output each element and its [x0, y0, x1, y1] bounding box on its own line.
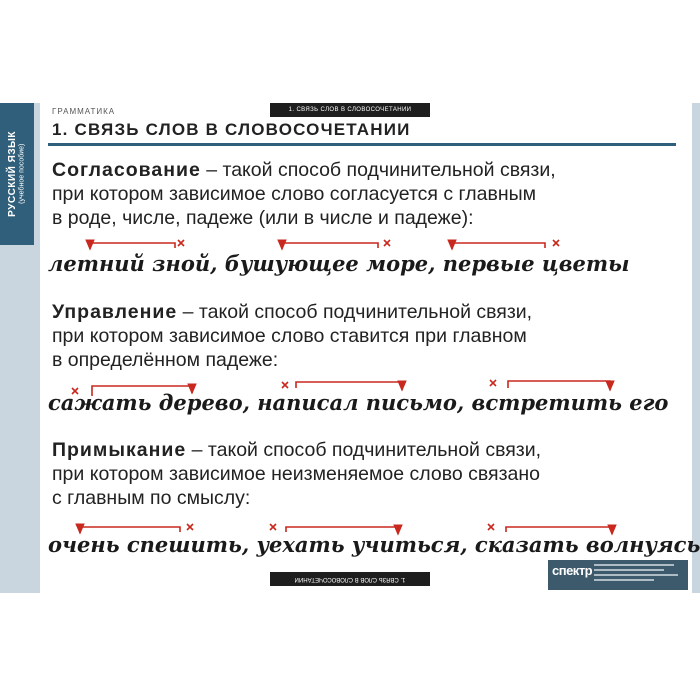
term-adjunction: Примыкание [52, 439, 187, 461]
side-tab-subject: РУССКИЙ ЯЗЫК [7, 131, 19, 217]
publisher-fineprint [594, 564, 684, 584]
definition-government [52, 300, 532, 372]
example-adjunction: очень спешить, уехать учиться, сказать волнуясь [48, 532, 700, 557]
title-divider [48, 143, 676, 146]
definition-line: – такой способ подчинительной связи, [177, 301, 533, 323]
definition-adjunction [52, 438, 541, 510]
definition-line: в роде, числе, падеже (или в числе и падеже): [52, 207, 474, 229]
definition-line: при котором зависимое слово согласуется с главным [52, 183, 537, 205]
publisher-name: спектр [552, 563, 593, 578]
bottom-strip: 1. СВЯЗЬ СЛОВ В СЛОВОСОЧЕТАНИИ [270, 572, 430, 586]
page-title: 1. СВЯЗЬ СЛОВ В СЛОВОСОЧЕТАНИИ [52, 120, 411, 139]
term-agreement: Согласование [52, 159, 201, 181]
publisher-logo [548, 560, 688, 590]
definition-line: при котором зависимое неизменяемое слово связано [52, 463, 540, 485]
example-agreement: летний зной, бушующее море, первые цветы [48, 251, 630, 276]
side-tab [0, 103, 34, 245]
top-strip: 1. СВЯЗЬ СЛОВ В СЛОВОСОЧЕТАНИИ [270, 103, 430, 117]
definition-line: – такой способ подчинительной связи, [200, 159, 556, 181]
definition-agreement [52, 158, 556, 230]
definition-line: при котором зависимое слово ставится при главном [52, 325, 527, 347]
definition-line: – такой способ подчинительной связи, [186, 439, 542, 461]
example-government: сажать дерево, написал письмо, встретить его [48, 390, 669, 415]
section-label: ГРАММАТИКА [52, 107, 116, 116]
side-tab-note: (учебное пособие) [18, 143, 26, 205]
definition-line: в определённом падеже: [52, 349, 279, 371]
term-government: Управление [52, 301, 178, 323]
definition-line: с главным по смыслу: [52, 487, 251, 509]
